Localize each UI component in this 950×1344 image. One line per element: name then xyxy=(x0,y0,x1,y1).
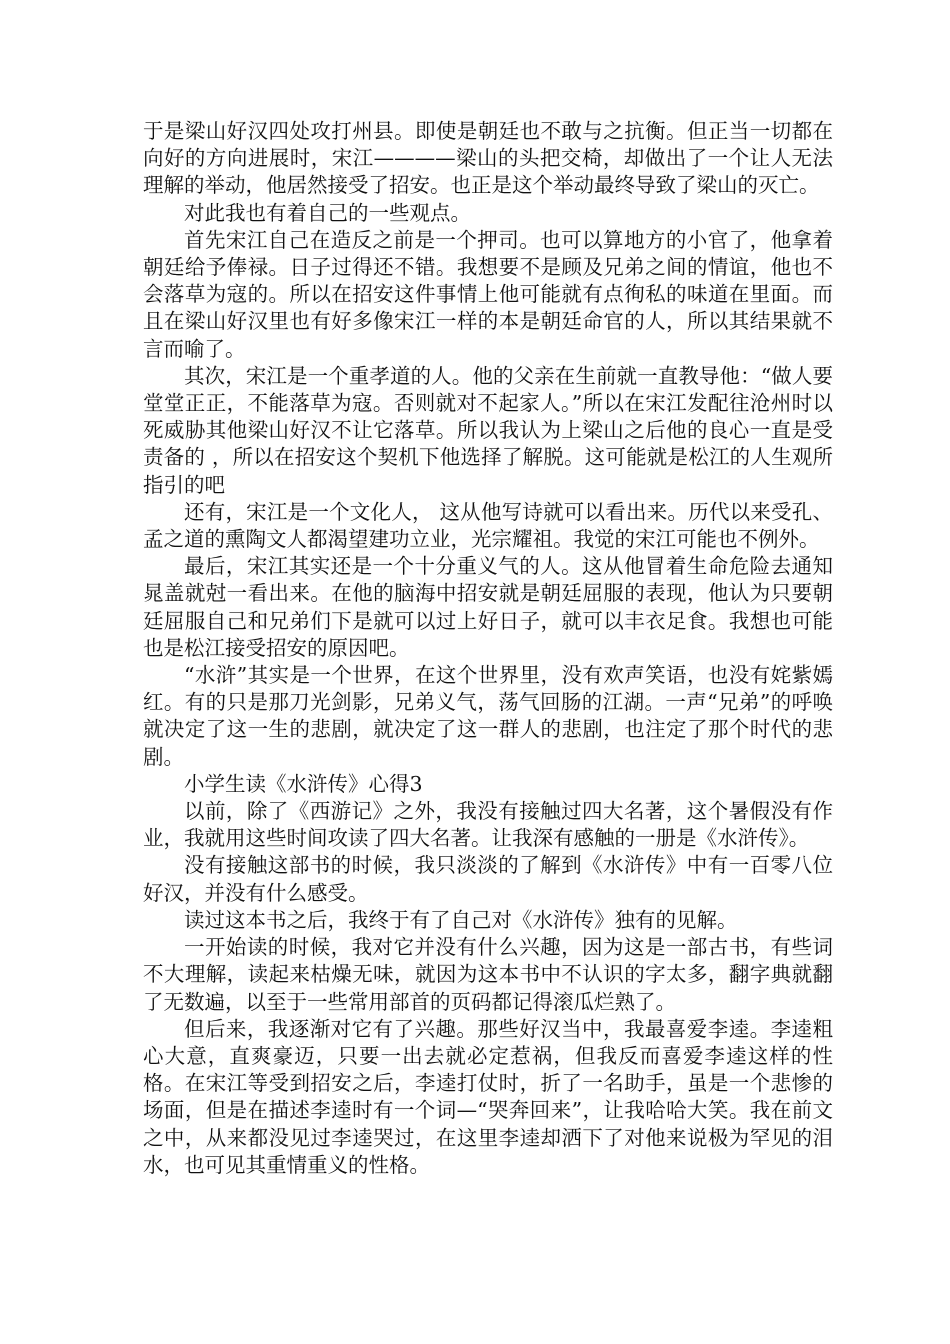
paragraph-5: 还有，宋江是一个文化人， 这从他写诗就可以看出来。历代以来受孔、孟之道的熏陶文人都渴望建功立业，光宗耀祖。我觉的宋江可能也不例外。 xyxy=(143,499,833,552)
paragraph-3: 首先宋江自己在造反之前是一个押司。也可以算地方的小官了，他拿着朝廷给予俸禄。日子过得还不错。我想要不是顾及兄弟之间的情谊，他也不会落草为寇的。所以在招安这件事情上他可能就有点徇私的味道在里面。而且在梁山好汉里也有好多像宋江一样的本是朝廷命官的人，所以其结果就不言而喻了。 xyxy=(143,227,833,361)
paragraph-11: 读过这本书之后，我终于有了自己对《水浒传》独有的见解。 xyxy=(184,907,738,932)
paragraph-10: 没有接触这部书的时候，我只淡淡的了解到《水浒传》中有一百零八位好汉，并没有什么感受。 xyxy=(143,853,833,905)
paragraph-6: 最后，宋江其实还是一个十分重义气的人。这从他冒着生命危险去通知晁盖就尅一看出来。在他的脑海中招安就是朝廷屈服的表现，他认为只要朝廷屈服自己和兄弟们下是就可以过上好日子，就可以丰衣足食。我想也可能也是松江接受招安的原因吧。 xyxy=(143,554,833,660)
paragraph-4: 其次，宋江是一个重孝道的人。他的父亲在生前就一直教导他：“做人要堂堂正正，不能落草为寇。否则就对不起家人。”所以在宋江发配往沧州时以死威胁其他梁山好汉不让它落草。所以我认为上梁山之后他的良心一直是受责备的 ，所以在招安这个契机下他选择了解脱。这可能就是松江的人生观所指引的吧 xyxy=(143,363,833,497)
document-body xyxy=(143,118,833,1179)
paragraph-7: “水浒”其实是一个世界，在这个世界里，没有欢声笑语，也没有姹紫嫣红。有的只是那刀光剑影，兄弟义气，荡气回肠的江湖。一声“兄弟”的呼唤就决定了这一生的悲剧，就决定了这一群人的悲剧，也注定了那个时代的悲剧。 xyxy=(143,663,833,769)
section-heading: 小学生读《水浒传》心得3 xyxy=(184,771,423,796)
paragraph-2: 对此我也有着自己的一些观点。 xyxy=(184,200,471,225)
paragraph-12: 一开始读的时候，我对它并没有什么兴趣，因为这是一部古书，有些词不大理解，读起来枯燥无味，就因为这本书中不认识的字太多，翻字典就翻了无数遍，以至于一些常用部首的页码都记得滚瓜烂熟了。 xyxy=(143,935,833,1014)
paragraph-9: 以前，除了《西游记》之外，我没有接触过四大名著，这个暑假没有作业，我就用这些时间攻读了四大名著。让我深有感触的一册是《水浒传》。 xyxy=(143,799,833,851)
paragraph-13: 但后来，我逐渐对它有了兴趣。那些好汉当中，我最喜爱李逵。李逵粗心大意，直爽豪迈，只要一出去就必定惹祸，但我反而喜爱李逵这样的性格。在宋江等受到招安之后，李逵打仗时，折了一名助手，虽是一个悲惨的场面，但是在描述李逵时有一个词—“哭奔回来”，让我哈哈大笑。我在前文之中，从来都没见过李逵哭过，在这里李逵却洒下了对他来说极为罕见的泪水，也可见其重情重义的性格。 xyxy=(143,1016,833,1177)
paragraph-1: 于是梁山好汉四处攻打州县。即使是朝廷也不敢与之抗衡。但正当一切都在向好的方向进展时，宋江————梁山的头把交椅，却做出了一个让人无法理解的举动，他居然接受了招安。也正是这个举动最终导致了梁山的灭亡。 xyxy=(143,119,833,198)
